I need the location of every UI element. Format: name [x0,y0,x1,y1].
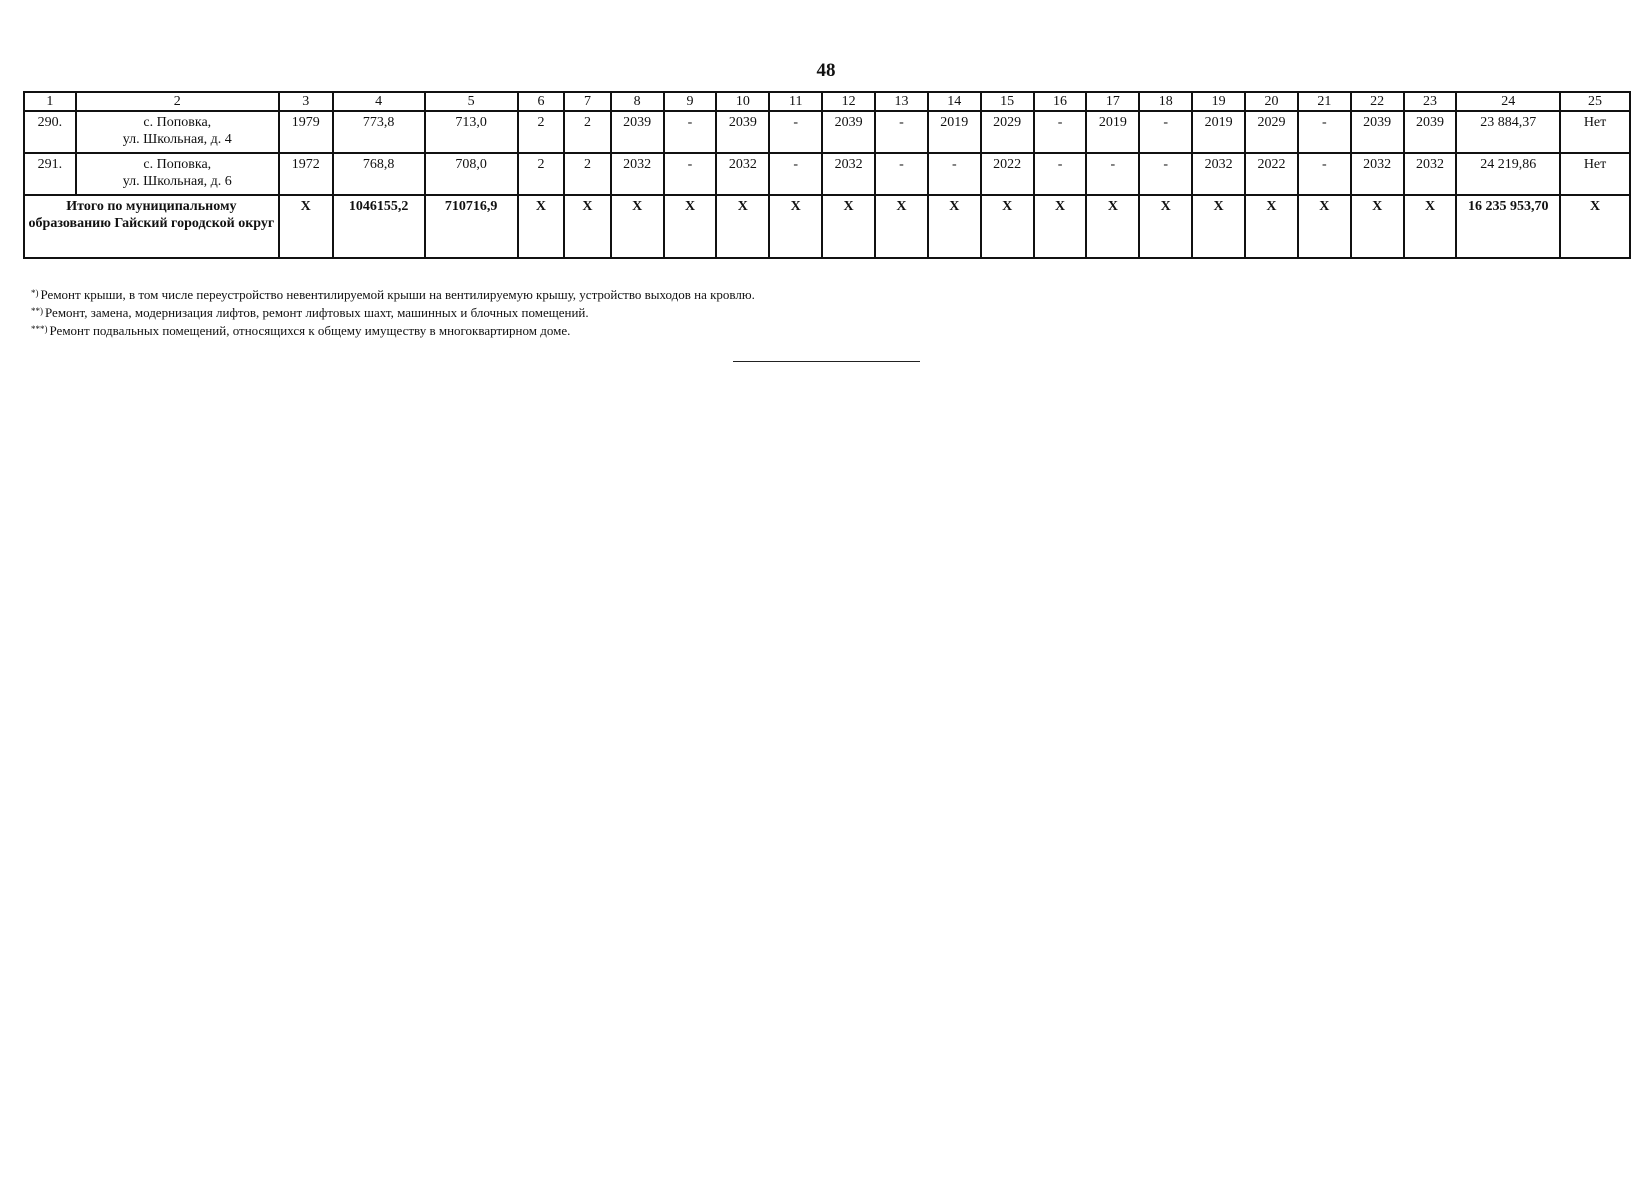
total-cell: X [664,195,717,258]
header-cell: 18 [1139,92,1192,111]
address-cell [76,111,279,153]
total-cell: X [1192,195,1245,258]
total-cell: X [279,195,333,258]
table-cell: 2029 [981,111,1034,153]
address-street: ул. Школьная, д. 6 [122,174,232,189]
table-cell: 768,8 [333,153,425,195]
table-cell: 23 884,37 [1456,111,1560,153]
table-cell: - [769,111,822,153]
table-cell: 2039 [716,111,769,153]
footnote [31,286,755,304]
total-cell: X [1086,195,1139,258]
total-cell: 16 235 953,70 [1456,195,1560,258]
total-cell: X [564,195,611,258]
header-cell: 22 [1351,92,1404,111]
table-cell: 2039 [1351,111,1404,153]
table-cell: 2032 [611,153,664,195]
header-cell: 5 [425,92,518,111]
table-cell: 2 [564,111,611,153]
header-cell: 16 [1034,92,1087,111]
row-number: 291. [24,153,76,195]
header-cell: 23 [1404,92,1457,111]
total-cell: X [981,195,1034,258]
table-cell: 2039 [822,111,875,153]
table-cell: - [875,111,928,153]
total-cell: X [1351,195,1404,258]
total-cell: X [611,195,664,258]
table-cell: Нет [1560,111,1630,153]
footnote [31,304,755,322]
table-cell: 2022 [1245,153,1298,195]
table-cell: Нет [1560,153,1630,195]
table-cell: - [664,111,717,153]
end-rule [733,361,920,362]
total-cell: X [928,195,981,258]
table-cell: - [928,153,981,195]
footnote-text: Ремонт, замена, модернизация лифтов, ремонт лифтовых шахт, машинных и блочных помещений. [45,305,589,320]
table-cell: - [1139,111,1192,153]
table-cell: 2029 [1245,111,1298,153]
table-cell: 2019 [928,111,981,153]
table-cell: - [1298,153,1351,195]
total-cell: X [518,195,565,258]
total-cell: X [769,195,822,258]
table-cell: 2032 [1351,153,1404,195]
header-cell: 25 [1560,92,1630,111]
total-cell: X [1404,195,1457,258]
header-cell: 10 [716,92,769,111]
header-cell: 6 [518,92,565,111]
row-number: 290. [24,111,76,153]
table-cell: - [1298,111,1351,153]
table-cell: - [769,153,822,195]
address-settlement: с. Поповка, [143,157,212,172]
table-cell: 1979 [279,111,333,153]
header-cell: 11 [769,92,822,111]
header-cell: 17 [1086,92,1139,111]
header-cell: 8 [611,92,664,111]
table-cell: 2019 [1192,111,1245,153]
footnote-mark: ***) [31,324,48,334]
total-cell: X [716,195,769,258]
table-cell: 2022 [981,153,1034,195]
table-cell: 2032 [1404,153,1457,195]
address-cell [76,153,279,195]
header-cell: 20 [1245,92,1298,111]
header-cell: 13 [875,92,928,111]
table-row [24,153,1630,195]
header-cell: 4 [333,92,425,111]
table-cell: 2032 [1192,153,1245,195]
table-cell: 2039 [611,111,664,153]
table-cell: 24 219,86 [1456,153,1560,195]
total-cell: 1046155,2 [333,195,425,258]
table-cell: - [1139,153,1192,195]
table-row [24,111,1630,153]
address-settlement: с. Поповка, [143,115,212,130]
total-row [24,195,1630,258]
footnote-mark: **) [31,306,43,316]
data-table [23,91,1631,259]
table-cell: 708,0 [425,153,518,195]
footnote [31,322,755,340]
header-cell: 24 [1456,92,1560,111]
table-cell: 1972 [279,153,333,195]
header-cell: 19 [1192,92,1245,111]
total-cell: X [1560,195,1630,258]
address-street: ул. Школьная, д. 4 [122,132,232,147]
header-row [24,92,1630,111]
table-cell: - [1034,111,1087,153]
total-cell: X [822,195,875,258]
header-cell: 21 [1298,92,1351,111]
header-cell: 9 [664,92,717,111]
table-cell: - [1086,153,1139,195]
total-label: Итого по муниципальному образованию Гайский городской округ [24,195,279,258]
header-cell: 15 [981,92,1034,111]
table-cell: 2 [564,153,611,195]
footnote-text: Ремонт крыши, в том числе переустройство невентилируемой крыши на вентилируемую крышу, устройство выходов на кровлю. [40,287,755,302]
header-cell: 2 [76,92,279,111]
total-cell: X [1298,195,1351,258]
table-cell: 2019 [1086,111,1139,153]
table-cell: 2032 [822,153,875,195]
table-cell: 713,0 [425,111,518,153]
total-cell: X [875,195,928,258]
page-number: 48 [816,60,836,81]
total-cell: 710716,9 [425,195,518,258]
table-cell: 2039 [1404,111,1457,153]
table-cell: - [875,153,928,195]
header-cell: 3 [279,92,333,111]
total-cell: X [1245,195,1298,258]
table-cell: 2 [518,111,565,153]
table-cell: - [1034,153,1087,195]
total-cell: X [1139,195,1192,258]
header-cell: 1 [24,92,76,111]
header-cell: 14 [928,92,981,111]
total-cell: X [1034,195,1087,258]
footnote-mark: *) [31,288,39,298]
table-cell: - [664,153,717,195]
table-cell: 2032 [716,153,769,195]
table-cell: 773,8 [333,111,425,153]
table-cell: 2 [518,153,565,195]
footnote-text: Ремонт подвальных помещений, относящихся к общему имуществу в многоквартирном доме. [49,323,571,338]
footnotes [31,286,755,340]
header-cell: 12 [822,92,875,111]
header-cell: 7 [564,92,611,111]
